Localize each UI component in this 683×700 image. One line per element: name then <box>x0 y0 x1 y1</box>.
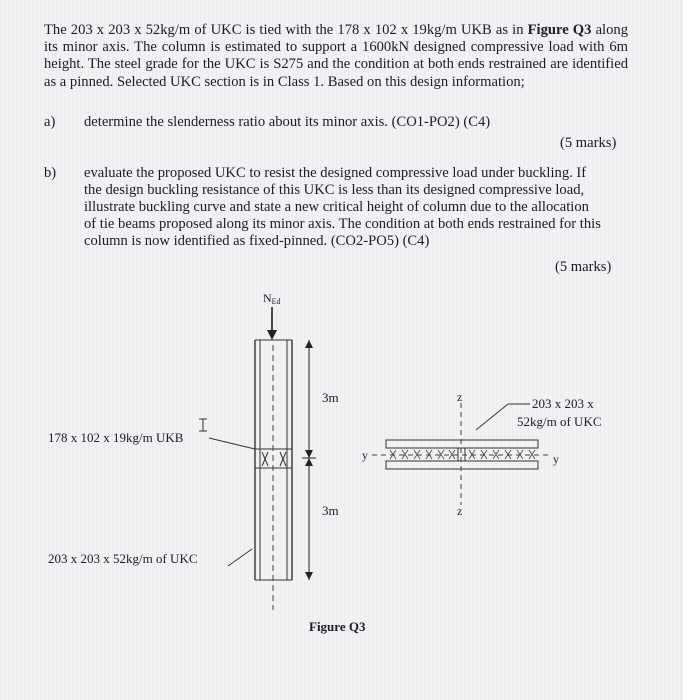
z-axis-top-label: z <box>457 390 463 404</box>
load-label: NEd <box>263 291 281 306</box>
load-arrowhead <box>267 330 277 340</box>
question-a-text: determine the slenderness ratio about its minor axis. (CO1-PO2) (C4) <box>84 114 491 130</box>
y-axis-left-label: y <box>362 448 368 462</box>
figure-caption: Figure Q3 <box>309 619 366 634</box>
question-b-line: evaluate the proposed UKC to resist the designed compressive load under buckling. If <box>84 165 587 181</box>
figure-q3 <box>0 280 683 640</box>
question-b-label: b) <box>44 165 57 181</box>
dimension-lower <box>305 458 313 580</box>
dimension-upper <box>302 340 316 458</box>
figure-reference: Figure Q3 <box>527 22 592 38</box>
question-b-marks: (5 marks) <box>555 259 612 275</box>
beam-section-symbol <box>199 419 207 431</box>
question-b-line: illustrate buckling curve and state a new critical height of column due to the allocation <box>84 199 589 215</box>
y-axis-right-label: y <box>553 452 559 466</box>
intro-part1: The 203 x 203 x 52kg/m of UKC is tied with the 178 x 102 x 19kg/m UKB as in <box>44 22 528 38</box>
column-leader-line <box>228 549 252 566</box>
question-a-label: a) <box>44 114 56 130</box>
beam-leader-line <box>209 438 255 449</box>
question-b-line: the design buckling resistance of this UKC is less than its designed compressive load, <box>84 182 585 198</box>
z-axis-bottom-label: z <box>457 504 463 518</box>
upper-height-label: 3m <box>322 390 339 405</box>
question-b-text <box>84 165 624 250</box>
intro-part2: along its minor axis. The column is estimated to support a 1600kN designed compressive load with 6m height. The steel grade for the UKC is S275 and the condition at both ends restrained are identified as a pinned. Selected UKC section is in Class 1. Based on this design information; <box>44 22 628 90</box>
beam-label: 178 x 102 x 19kg/m UKB <box>48 430 184 445</box>
question-b-line: of tie beams proposed along its minor axis. The condition at both ends restrained for this <box>84 216 601 232</box>
section-leader-line <box>476 404 508 430</box>
intro-paragraph <box>44 22 628 91</box>
section-label-line2: 52kg/m of UKC <box>517 414 602 429</box>
question-a-marks: (5 marks) <box>560 135 617 151</box>
column-label: 203 x 203 x 52kg/m of UKC <box>48 551 198 566</box>
question-b-line: column is now identified as fixed-pinned. (CO2-PO5) (C4) <box>84 233 430 249</box>
section-label-line1: 203 x 203 x <box>532 396 594 411</box>
column-elevation <box>255 340 292 610</box>
lower-height-label: 3m <box>322 503 339 518</box>
